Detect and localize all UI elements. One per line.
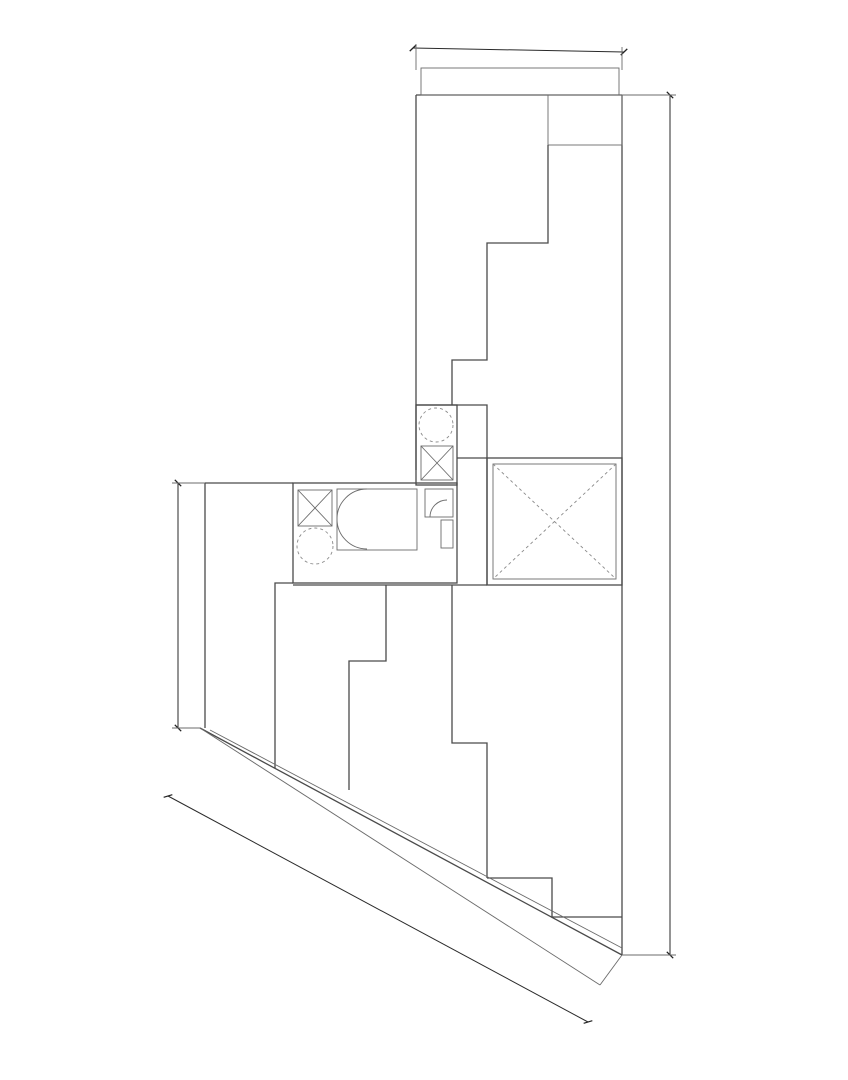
dimension-top [413,44,624,70]
dimension-diagonal [168,796,588,1022]
core-elements [297,408,453,564]
front-balcony [200,728,622,985]
top-balcony [421,68,622,145]
dimension-right [622,95,676,955]
dimension-left [172,483,205,728]
building-outline [200,95,622,955]
light-well [493,464,616,579]
partitions [275,145,622,917]
